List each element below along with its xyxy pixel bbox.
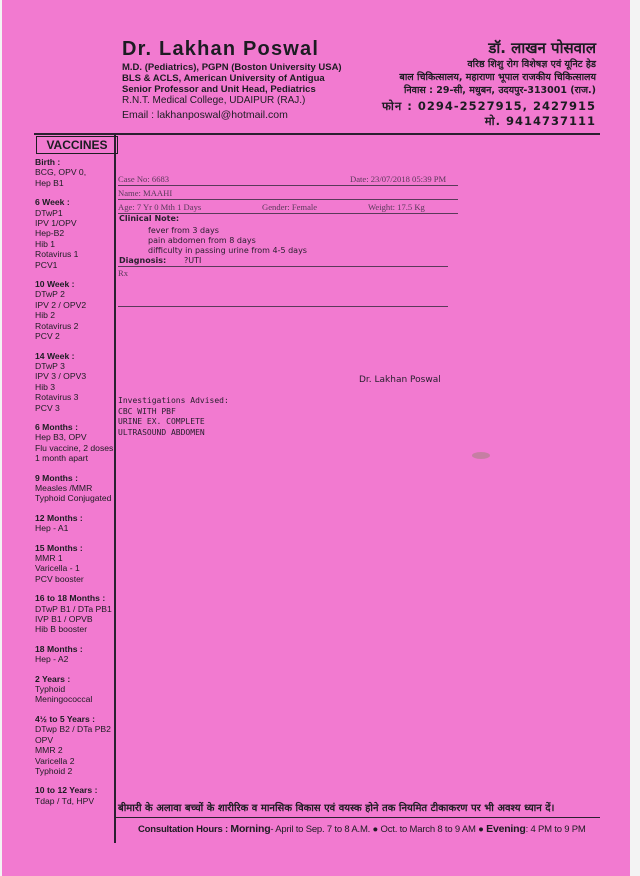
vaccine-group [35,714,115,776]
vaccine-item: DTwP 2 [35,289,65,300]
patient-weight: Weight: 17.5 Kg [368,202,425,212]
investigation-item: URINE EX. COMPLETE [118,417,205,426]
vaccination-reminder-hi: बीमारी के अलावा बच्चों के शारीरिक व मानसिक विकास एवं वयस्क होने तक नियमित टीकाकरण पर भी अवश्य ध्यान दें। [118,803,555,814]
address-hi: निवास : 29-सी, मधुबन, उदयपुर-313001 (राज.) [403,85,596,96]
vaccine-item: MMR 2 [35,745,63,756]
vaccine-item: DTwP 3 [35,360,65,371]
doctor-details-hindi [382,38,596,129]
mobile-hi: मो. 9414737111 [484,114,596,128]
note-line: fever from 3 days [148,226,219,235]
footer-divider [114,817,600,818]
consultation-hours [138,823,586,835]
patient-gender: Gender: Female [262,202,318,212]
vaccine-age-heading: 2 Years : [35,673,71,684]
evening-label: Evening [486,823,526,835]
rule [118,199,458,200]
investigations [118,396,229,438]
vaccine-item: DTwp B2 / DTa PB2 [35,724,111,735]
vaccine-group [35,351,115,413]
vaccine-item: Hep - A1 [35,523,69,534]
designation-hi: वरिष्ठ शिशु रोग विशेषज्ञ एवं यूनिट हेड [467,59,596,70]
vaccine-item: Rotavirus 1 [35,249,79,260]
vaccine-group [35,157,115,188]
hospital-hi: बाल चिकित्सालय, महाराणा भूपाल राजकीय चिकित्सालय [399,72,596,83]
vaccine-item: Hib B booster [35,624,88,635]
vaccine-item: Measles /MMR [35,482,93,493]
certification: BLS & ACLS, American University of Antigua [122,73,325,84]
vaccine-item: Tdap / Td, HPV [35,795,95,806]
doctor-name-hi: डॉ. लाखन पोसवाल [488,39,596,57]
vaccine-item: Varicella - 1 [35,563,80,574]
clinical-note-label: Clinical Note: [119,214,180,223]
vaccine-group [35,473,115,504]
visit-date: Date: 23/07/2018 05:39 PM [350,174,447,184]
vaccine-item: IVP B1 / OPVB [35,614,93,625]
vaccine-age-heading: 15 Months : [35,542,83,553]
vaccine-group [35,644,115,665]
investigation-item: CBC WITH PBF [118,406,176,416]
vaccine-item: Hib 1 [35,238,56,249]
vaccine-group [35,422,115,464]
vaccine-schedule [35,157,115,815]
position: Senior Professor and Unit Head, Pediatrics [122,84,316,95]
vaccine-item: Varicella 2 [35,755,75,766]
doctor-name-en: Dr. Lakhan Poswal [122,38,320,60]
vaccine-age-heading: Birth : [35,157,61,167]
investigation-item: ULTRASOUND ABDOMEN [118,427,205,437]
investigations-label: Investigations Advised: [118,396,229,405]
vaccine-item: Rotavirus 3 [35,392,79,403]
rule [118,266,448,267]
college: R.N.T. Medical College, UDAIPUR (RAJ.) [122,95,306,106]
vaccine-item: Typhoid 2 [35,765,73,776]
rule [118,306,448,307]
header-divider [34,133,600,135]
vaccine-group [35,674,115,705]
vaccine-item: IPV 3 / OPV3 [35,371,87,382]
vaccine-age-heading: 6 Months : [35,421,78,432]
diagnosis: ?UTI [184,256,202,265]
qualification: M.D. (Pediatrics), PGPN (Boston University USA) [122,62,342,73]
vaccine-item: MMR 1 [35,553,63,563]
diagnosis-label: Diagnosis: [119,256,167,265]
vaccine-item: IPV 1/OPV [35,218,77,229]
paper-stain [472,452,490,459]
vaccine-item: Hep B3, OPV [35,432,87,443]
patient-age: Age: 7 Yr 0 Mth 1 Days [118,202,202,212]
vaccine-item: PCV booster [35,573,84,584]
vaccine-item: BCG, OPV 0, [35,167,87,178]
vaccine-age-heading: 9 Months : [35,472,78,483]
vaccine-group [35,279,115,341]
vaccine-age-heading: 6 Week : [35,197,70,208]
vaccine-age-heading: 14 Week : [35,350,75,361]
vaccine-group [35,593,115,635]
vaccine-item: IPV 2 / OPV2 [35,299,87,310]
vaccine-group [35,543,115,585]
vaccine-item: Rotavirus 2 [35,320,79,331]
vaccine-age-heading: 10 Week : [35,279,75,290]
phone-hi: फोन : 0294-2527915, 2427915 [381,99,596,113]
note-line: pain abdomen from 8 days [148,236,256,245]
vaccine-item: Typhoid Conjugated [35,493,112,504]
vaccine-age-heading: 12 Months : [35,512,83,523]
vaccine-item: OPV [35,734,54,745]
vaccine-item: Flu vaccine, 2 doses [35,442,114,453]
vaccine-item: DTwP B1 / DTa PB1 [35,603,112,614]
vaccine-item: PCV 3 [35,402,60,413]
morning-hours: - April to Sep. 7 to 8 A.M. ● Oct. to March 8 to 9 AM ● [270,824,484,835]
clinical-notes [148,226,307,256]
vaccine-item: Hib 3 [35,381,56,392]
vaccine-age-heading: 10 to 12 Years : [35,785,98,796]
vaccine-item: Hep - A2 [35,654,69,665]
rx-label: Rx [118,268,129,278]
doctor-credentials [122,62,342,121]
vaccine-item: Meningococcal [35,694,93,705]
email: Email : lakhanposwal@hotmail.com [122,109,288,121]
vaccine-item: PCV 2 [35,331,60,342]
vaccine-item: Hep-B2 [35,228,65,239]
patient-name: Name: MAAHI [118,188,173,198]
vaccine-age-heading: 16 to 18 Months : [35,593,106,604]
vaccine-age-heading: 4½ to 5 Years : [35,713,96,724]
vaccine-group [35,197,115,270]
vaccine-group [35,513,115,534]
evening-hours: : 4 PM to 9 PM [525,824,586,835]
vaccine-item: Hib 2 [35,310,56,321]
hours-label: Consultation Hours : [138,824,228,835]
vaccine-item: Typhoid [35,684,66,695]
vaccine-age-heading: 18 Months : [35,643,83,654]
vaccine-item: Hep B1 [35,177,64,188]
note-line: difficulty in passing urine from 4-5 days [148,246,307,255]
rule [118,185,458,186]
vaccines-title: VACCINES [36,136,118,154]
vaccine-group [35,785,115,806]
vaccine-item: PCV1 [35,259,58,270]
vaccine-item: DTwP1 [35,207,63,218]
doctor-signature: Dr. Lakhan Poswal [359,375,441,385]
case-number: Case No: 6683 [118,174,170,184]
vaccine-item: 1 month apart [35,453,89,464]
morning-label: Morning [230,823,271,835]
